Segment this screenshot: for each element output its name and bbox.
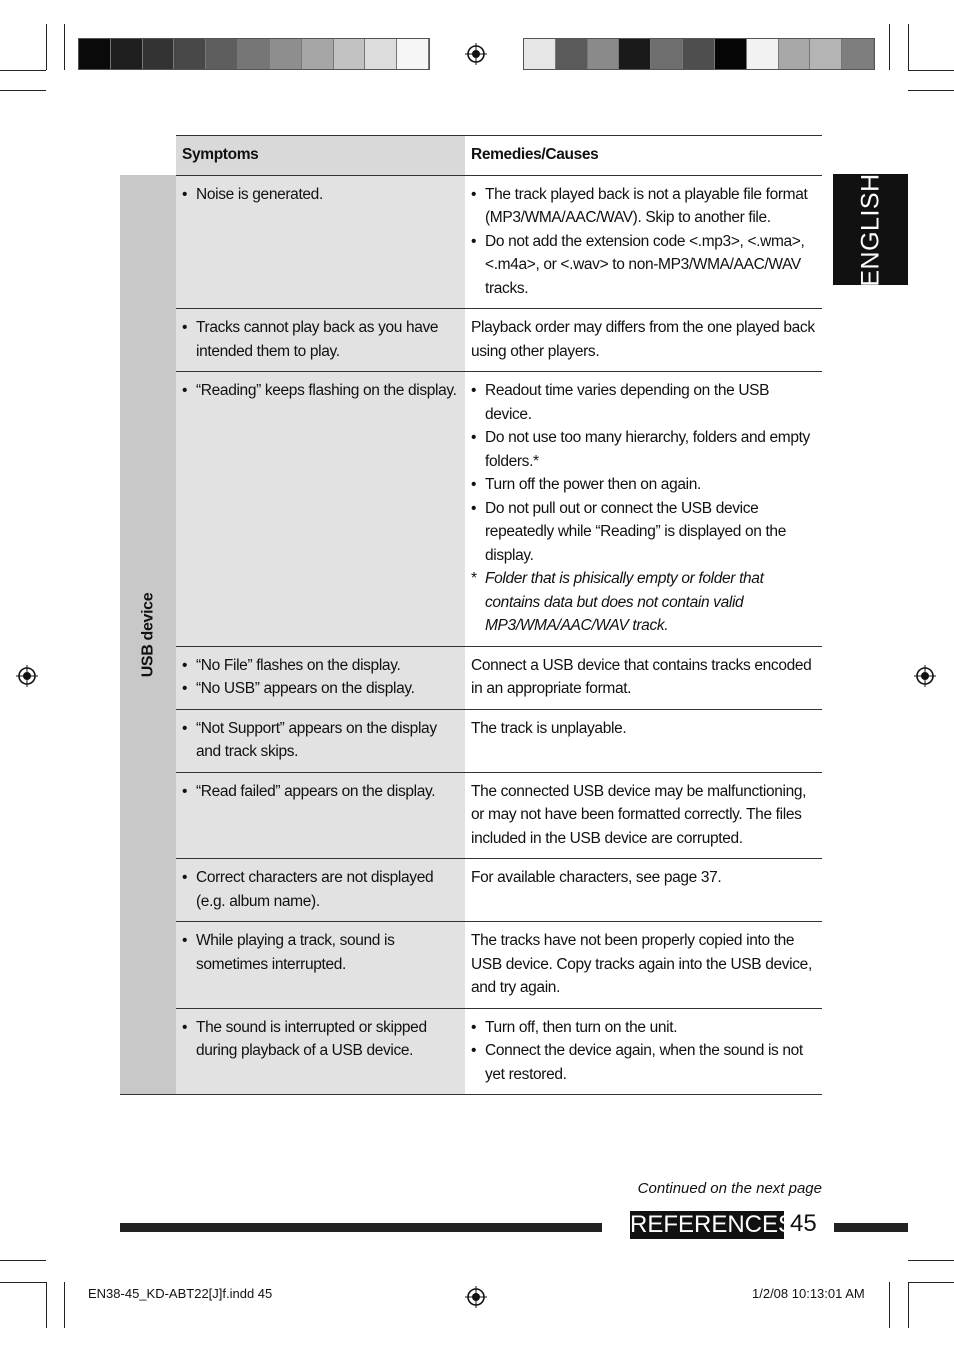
color-swatch xyxy=(779,39,811,69)
symptom-item: • Noise is generated. xyxy=(182,183,459,207)
table-row xyxy=(120,772,822,859)
symptom-item: • “Read failed” appears on the display. xyxy=(182,780,459,804)
continued-note: Continued on the next page xyxy=(637,1180,822,1197)
symptom-item: • “Reading” keeps flashing on the display. xyxy=(182,379,459,403)
remedy-footnote: * Folder that is phisically empty or folder that contains data but does not contain valid MP3/WMA/AAC/WAV track. xyxy=(471,567,816,638)
color-swatch xyxy=(683,39,715,69)
remedy-list xyxy=(471,1016,816,1087)
symptom-list xyxy=(182,866,459,913)
color-swatch xyxy=(397,39,429,69)
color-swatch xyxy=(588,39,620,69)
crop-mark xyxy=(908,90,954,91)
color-swatch xyxy=(302,39,334,69)
color-swatch xyxy=(524,39,556,69)
remedy-cell xyxy=(465,772,822,859)
section-label: REFERENCES xyxy=(630,1211,795,1238)
footer-bar-left xyxy=(120,1223,602,1232)
registration-mark-icon xyxy=(465,43,487,65)
crop-mark xyxy=(0,90,46,91)
symptoms-header: Symptoms xyxy=(176,136,465,176)
color-swatch xyxy=(143,39,175,69)
remedy-text: The tracks have not been properly copied into the USB device. Copy tracks again into the USB device, and try again. xyxy=(471,932,812,996)
registration-mark-icon xyxy=(465,1286,487,1308)
color-swatch xyxy=(174,39,206,69)
crop-mark xyxy=(908,70,954,71)
symptom-item: • “Not Support” appears on the display and track skips. xyxy=(182,717,459,764)
table-row xyxy=(120,309,822,372)
remedy-cell xyxy=(465,859,822,922)
color-swatch xyxy=(206,39,238,69)
crop-mark xyxy=(908,1260,954,1261)
symptom-cell xyxy=(176,372,465,647)
symptom-item: • Tracks cannot play back as you have intended them to play. xyxy=(182,316,459,363)
remedy-item: • Turn off the power then on again. xyxy=(471,473,816,497)
color-swatch xyxy=(556,39,588,69)
table-row xyxy=(120,372,822,647)
color-bar-left xyxy=(78,38,430,70)
remedy-cell xyxy=(465,175,822,309)
table-header-row xyxy=(120,136,822,176)
remedy-item: • Readout time varies depending on the USB device. xyxy=(471,379,816,426)
color-swatch xyxy=(79,39,111,69)
slug-date: 1/2/08 10:13:01 AM xyxy=(752,1286,865,1301)
remedy-list xyxy=(471,183,816,301)
footer-bar-right xyxy=(834,1223,908,1232)
symptom-cell xyxy=(176,922,465,1009)
symptom-cell xyxy=(176,709,465,772)
symptom-list xyxy=(182,379,459,403)
color-swatch xyxy=(238,39,270,69)
remedy-item: • Do not pull out or connect the USB device repeatedly while “Reading” is displayed on the display. xyxy=(471,497,816,568)
remedy-text: Connect a USB device that contains tracks encoded in an appropriate format. xyxy=(471,656,812,697)
category-cell xyxy=(120,175,176,1095)
symptom-item: • Correct characters are not displayed (e.g. album name). xyxy=(182,866,459,913)
table-row xyxy=(120,175,822,309)
remedy-text: The track is unplayable. xyxy=(471,719,627,737)
remedy-cell xyxy=(465,309,822,372)
remedy-text: Playback order may differs from the one played back using other players. xyxy=(471,319,815,360)
color-swatch xyxy=(365,39,397,69)
header-blank-cell xyxy=(120,136,176,176)
symptom-list xyxy=(182,780,459,804)
crop-mark xyxy=(908,24,909,70)
symptom-list xyxy=(182,1016,459,1063)
page-number: 45 xyxy=(790,1210,817,1237)
category-label: USB device xyxy=(139,592,157,677)
symptom-item: • The sound is interrupted or skipped during playback of a USB device. xyxy=(182,1016,459,1063)
slug-file: EN38-45_KD-ABT22[J]f.indd 45 xyxy=(88,1286,273,1301)
crop-mark xyxy=(64,24,65,70)
symptom-cell xyxy=(176,772,465,859)
color-swatch xyxy=(651,39,683,69)
crop-mark xyxy=(46,1282,47,1328)
table-row xyxy=(120,922,822,1009)
color-swatch xyxy=(334,39,366,69)
remedy-text: For available characters, see page 37. xyxy=(471,869,722,886)
table-row xyxy=(120,1008,822,1095)
color-swatch xyxy=(747,39,779,69)
symptom-item: • “No USB” appears on the display. xyxy=(182,677,459,701)
crop-mark xyxy=(0,1282,46,1283)
color-swatch xyxy=(715,39,747,69)
remedy-item: • The track played back is not a playable file format (MP3/WMA/AAC/WAV). Skip to another file. xyxy=(471,183,816,230)
symptom-item: • While playing a track, sound is sometimes interrupted. xyxy=(182,929,459,976)
color-swatch xyxy=(842,39,874,69)
color-swatch xyxy=(810,39,842,69)
table-row xyxy=(120,859,822,922)
color-swatch xyxy=(111,39,143,69)
crop-mark xyxy=(0,70,46,71)
table-body xyxy=(120,175,822,1095)
color-swatch xyxy=(270,39,302,69)
symptom-cell xyxy=(176,175,465,309)
symptom-cell xyxy=(176,859,465,922)
color-bar-right xyxy=(523,38,875,70)
remedy-item: • Connect the device again, when the sound is not yet restored. xyxy=(471,1039,816,1086)
crop-mark xyxy=(0,1260,46,1261)
remedy-item: • Turn off, then turn on the unit. xyxy=(471,1016,816,1040)
symptom-list xyxy=(182,183,459,207)
symptom-list xyxy=(182,316,459,363)
crop-mark xyxy=(64,1282,65,1328)
crop-mark xyxy=(908,1282,909,1328)
symptom-cell xyxy=(176,309,465,372)
registration-mark-icon xyxy=(914,665,936,687)
language-tab-label: ENGLISH xyxy=(856,172,884,287)
remedy-list xyxy=(471,379,816,638)
remedy-cell xyxy=(465,646,822,709)
remedy-cell xyxy=(465,1008,822,1095)
symptom-list xyxy=(182,717,459,764)
symptom-cell xyxy=(176,646,465,709)
remedy-cell xyxy=(465,372,822,647)
symptom-cell xyxy=(176,1008,465,1095)
registration-mark-icon xyxy=(16,665,38,687)
remedy-item: • Do not add the extension code <.mp3>, <.wma>, <.m4a>, or <.wav> to non-MP3/WMA/AAC/WAV tracks. xyxy=(471,230,816,301)
remedy-cell xyxy=(465,922,822,1009)
crop-mark xyxy=(889,1282,890,1328)
troubleshooting-table xyxy=(120,135,822,1095)
color-swatch xyxy=(619,39,651,69)
remedy-item: • Do not use too many hierarchy, folders and empty folders.* xyxy=(471,426,816,473)
symptom-list xyxy=(182,929,459,976)
symptom-list xyxy=(182,654,459,701)
table-row xyxy=(120,646,822,709)
crop-mark xyxy=(46,24,47,70)
crop-mark xyxy=(889,24,890,70)
remedy-text: The connected USB device may be malfunctioning, or may not have been formatted correctly. The files included in the USB device are corrupted. xyxy=(471,782,807,847)
symptom-item: • “No File” flashes on the display. xyxy=(182,654,459,678)
remedies-header: Remedies/Causes xyxy=(465,136,822,176)
language-tab xyxy=(833,174,908,285)
crop-mark xyxy=(908,1282,954,1283)
table-row xyxy=(120,709,822,772)
remedy-cell xyxy=(465,709,822,772)
